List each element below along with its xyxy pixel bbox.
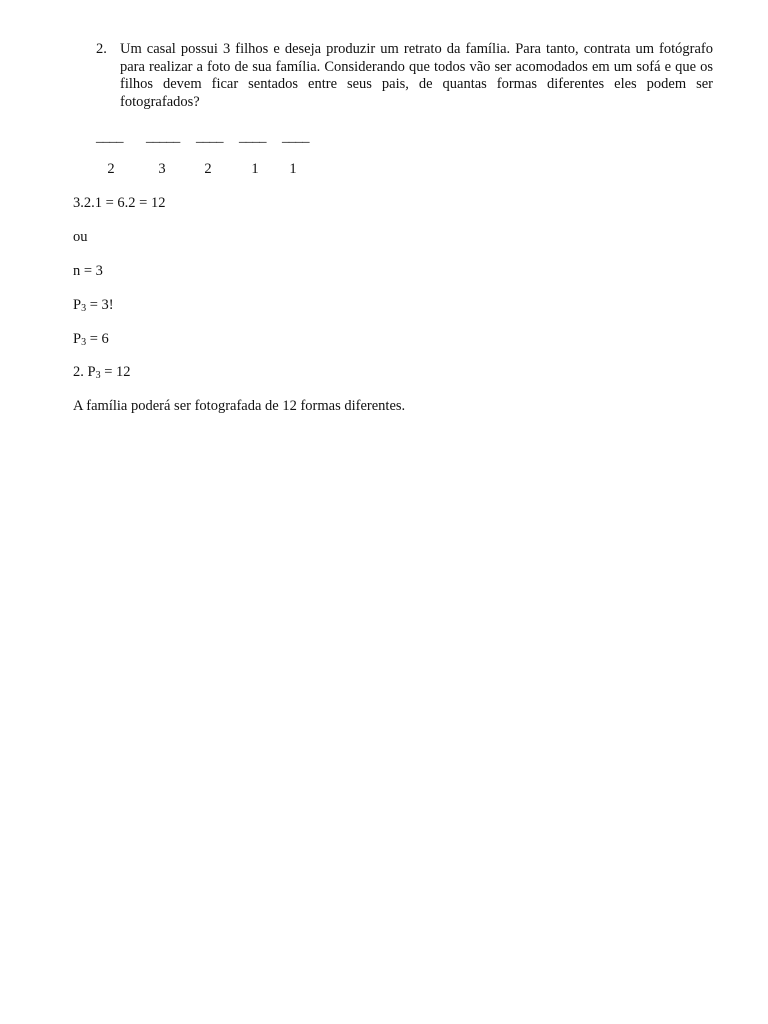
answer-slots — [0, 130, 768, 150]
slot-value: 3 — [158, 161, 166, 177]
formula-rest: = 3! — [86, 297, 114, 313]
formula-subscript: 3 — [81, 303, 87, 314]
solution-line — [73, 363, 131, 381]
slot-blank: ____ — [196, 129, 223, 145]
question-text: Um casal possui 3 filhos e deseja produzir um retrato da família. Para tanto, contrata um fotógrafo para realizar a foto de sua família. Considerando que todos vão ser acomodados em um sofá e que os filhos devem ficar sentados entre seus pais, de quantas formas diferentes eles podem ser fotografados? — [120, 41, 713, 110]
slot-values — [0, 160, 768, 180]
slot-blank: ____ — [282, 129, 309, 145]
formula-prefix: 2. P — [73, 364, 96, 380]
formula-subscript: 3 — [95, 370, 101, 381]
formula-rest: = 12 — [100, 364, 131, 380]
solution-line: n = 3 — [73, 263, 103, 279]
slot-value: 2 — [107, 161, 115, 177]
slot-value: 1 — [251, 161, 259, 177]
conclusion-text: A família poderá ser fotografada de 12 formas diferentes. — [73, 398, 406, 414]
solution-line: 3.2.1 = 6.2 = 12 — [73, 195, 166, 211]
slot-blank: ____ — [96, 129, 123, 145]
slot-blank: _____ — [146, 129, 180, 145]
slot-value: 1 — [289, 161, 297, 177]
question-number: 2. — [96, 41, 107, 57]
formula-prefix: P — [73, 297, 82, 313]
question-item — [96, 41, 713, 111]
slot-value: 2 — [204, 161, 212, 177]
formula-rest: = 6 — [86, 331, 109, 347]
slot-blank: ____ — [239, 129, 266, 145]
formula-subscript: 3 — [81, 337, 87, 348]
solution-line — [73, 330, 109, 348]
solution-line — [73, 296, 114, 314]
solution-line: ou — [73, 229, 88, 245]
formula-prefix: P — [73, 331, 82, 347]
